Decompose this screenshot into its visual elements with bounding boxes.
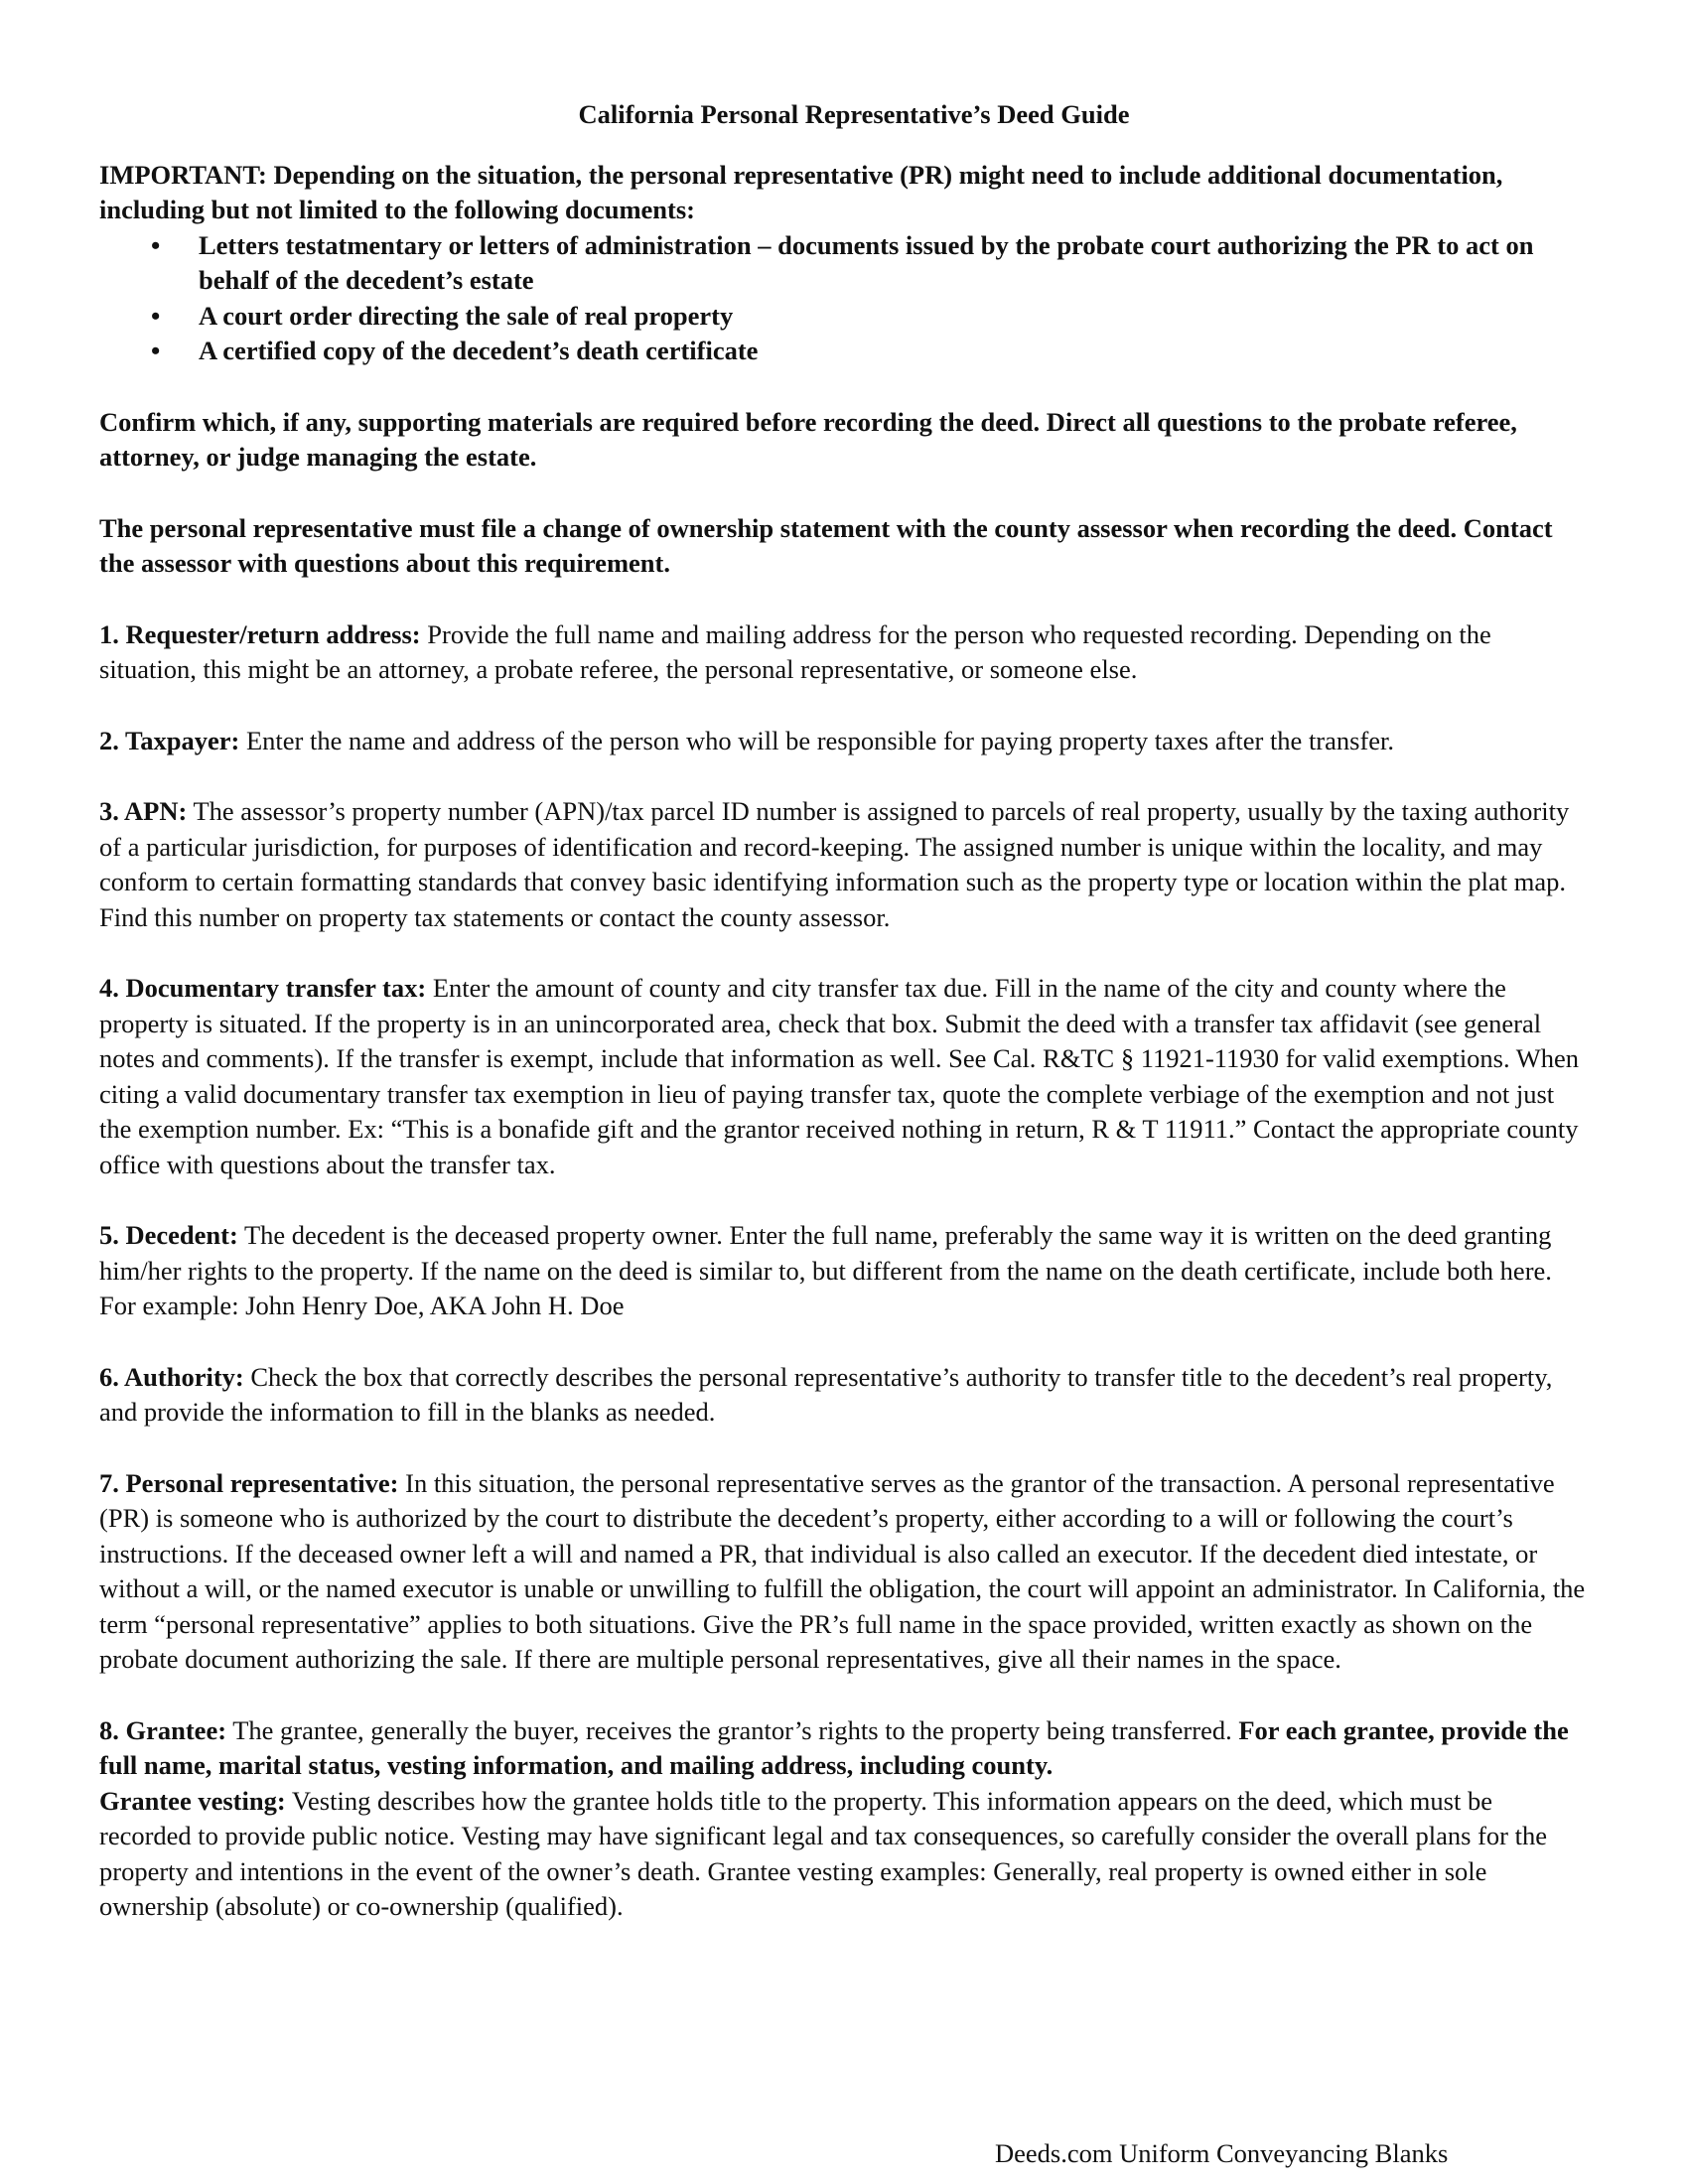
section-heading: 2. Taxpayer:	[99, 725, 240, 755]
required-documents-list	[99, 228, 1589, 369]
section-heading: 1. Requester/return address:	[99, 618, 421, 649]
confirm-notice: Confirm which, if any, supporting materials are required before recording the deed. Direct all questions to the probate referee, attorney, or judge managing the estate.	[99, 406, 1517, 472]
list-item: • Letters testatmentary or letters of administration – documents issued by the probate court authorizing the PR to act on behalf of the decedent’s estate	[99, 228, 1589, 299]
section-decedent	[99, 1218, 1589, 1324]
section-body: Provide the full name and mailing address for the person who requested recording. Depending on the situation, this might be an attorney, a probate referee, the personal representative, or someone else.	[99, 618, 1491, 684]
section-apn	[99, 794, 1589, 935]
section-transfer-tax	[99, 971, 1589, 1182]
section-body: Enter the name and address of the person who will be responsible for paying property taxes after the transfer.	[239, 725, 1395, 755]
section-body: The grantee, generally the buyer, receives the grantor’s rights to the property being transferred.	[226, 1714, 1239, 1745]
section-grantee	[99, 1713, 1589, 1925]
section-requester	[99, 617, 1589, 688]
grantee-requirements: For each grantee, provide the full name, marital status, vesting information, and mailing address, including county.	[99, 1714, 1569, 1780]
section-heading: 3. APN:	[99, 796, 188, 826]
vesting-body: Vesting describes how the grantee holds title to the property. This information appears on the deed, which must be recorded to provide public notice. Vesting may have significant legal and tax consequences, so carefully consider the overall plans for the property and intentions in the event of the owner’s death. Grantee vesting examples: Generally, real property is owned either in sole ownership (absolute) or co-ownership (qualified).	[99, 1785, 1547, 1921]
important-notice: IMPORTANT: Depending on the situation, the personal representative (PR) might need to include additional documentation, including but not limited to the following documents:	[99, 159, 1503, 224]
section-heading: 8. Grantee:	[99, 1714, 227, 1745]
section-personal-representative	[99, 1466, 1589, 1678]
section-body: Check the box that correctly describes the personal representative’s authority to transfer title to the decedent’s real property, and provide the information to fill in the blanks as needed.	[99, 1361, 1553, 1427]
list-item: • A court order directing the sale of real property	[99, 299, 1589, 335]
vesting-heading: Grantee vesting:	[99, 1785, 286, 1816]
document-page	[99, 97, 1589, 1961]
section-authority	[99, 1360, 1589, 1431]
section-body: In this situation, the personal representative serves as the grantor of the transaction. A personal representative (PR) is someone who is authorized by the court to distribute the decedent’s property, either according to a will or following the court’s instructions. If the deceased owner left a will and named a PR, that individual is also called an executor. If the decedent died intestate, or without a will, or the named executor is unable or unwilling to fulfill the obligation, the court will appoint an administrator. In California, the term “personal representative” applies to both situations. Give the PR’s full name in the space provided, written exactly as shown on the probate document authorizing the sale. If there are multiple personal representatives, give all their names in the space.	[99, 1467, 1586, 1674]
section-heading: 6. Authority:	[99, 1361, 244, 1392]
section-heading: 7. Personal representative:	[99, 1467, 399, 1498]
section-taxpayer	[99, 724, 1589, 759]
section-body: Enter the amount of county and city transfer tax due. Fill in the name of the city and county where the property is situated. If the property is in an unincorporated area, check that box. Submit the deed with a transfer tax affidavit (see general notes and comments). If the transfer is exempt, include that information as well. See Cal. R&TC § 11921-11930 for valid exemptions. When citing a valid documentary transfer tax exemption in lieu of paying transfer tax, quote the complete verbiage of the exemption and not just the exemption number. Ex: “This is a bonafide gift and the grantor received nothing in return, R & T 11911.” Contact the appropriate county office with questions about the transfer tax.	[99, 973, 1580, 1179]
footer-text: Deeds.com Uniform Conveyancing Blanks	[995, 2138, 1449, 2168]
section-body: The decedent is the deceased property owner. Enter the full name, preferably the same way it is written on the deed granting him/her rights to the property. If the name on the deed is similar to, but different from the name on the death certificate, include both here. For example: John Henry Doe, AKA John H. Doe	[99, 1220, 1552, 1320]
section-heading: 5. Decedent:	[99, 1220, 238, 1250]
section-heading: 4. Documentary transfer tax:	[99, 973, 427, 1003]
change-of-ownership-notice: The personal representative must file a change of ownership statement with the county assessor when recording the deed. Contact the assessor with questions about this requirement.	[99, 512, 1553, 578]
list-item: • A certified copy of the decedent’s death certificate	[99, 334, 1589, 369]
section-body: The assessor’s property number (APN)/tax parcel ID number is assigned to parcels of real property, usually by the taxing authority of a particular jurisdiction, for purposes of identification and record-keeping. The assigned number is unique within the locality, and may conform to certain formatting standards that convey basic identifying information such as the property type or location within the plat map. Find this number on property tax statements or contact the county assessor.	[99, 796, 1570, 932]
page-title: California Personal Representative’s Deed Guide	[578, 99, 1130, 129]
